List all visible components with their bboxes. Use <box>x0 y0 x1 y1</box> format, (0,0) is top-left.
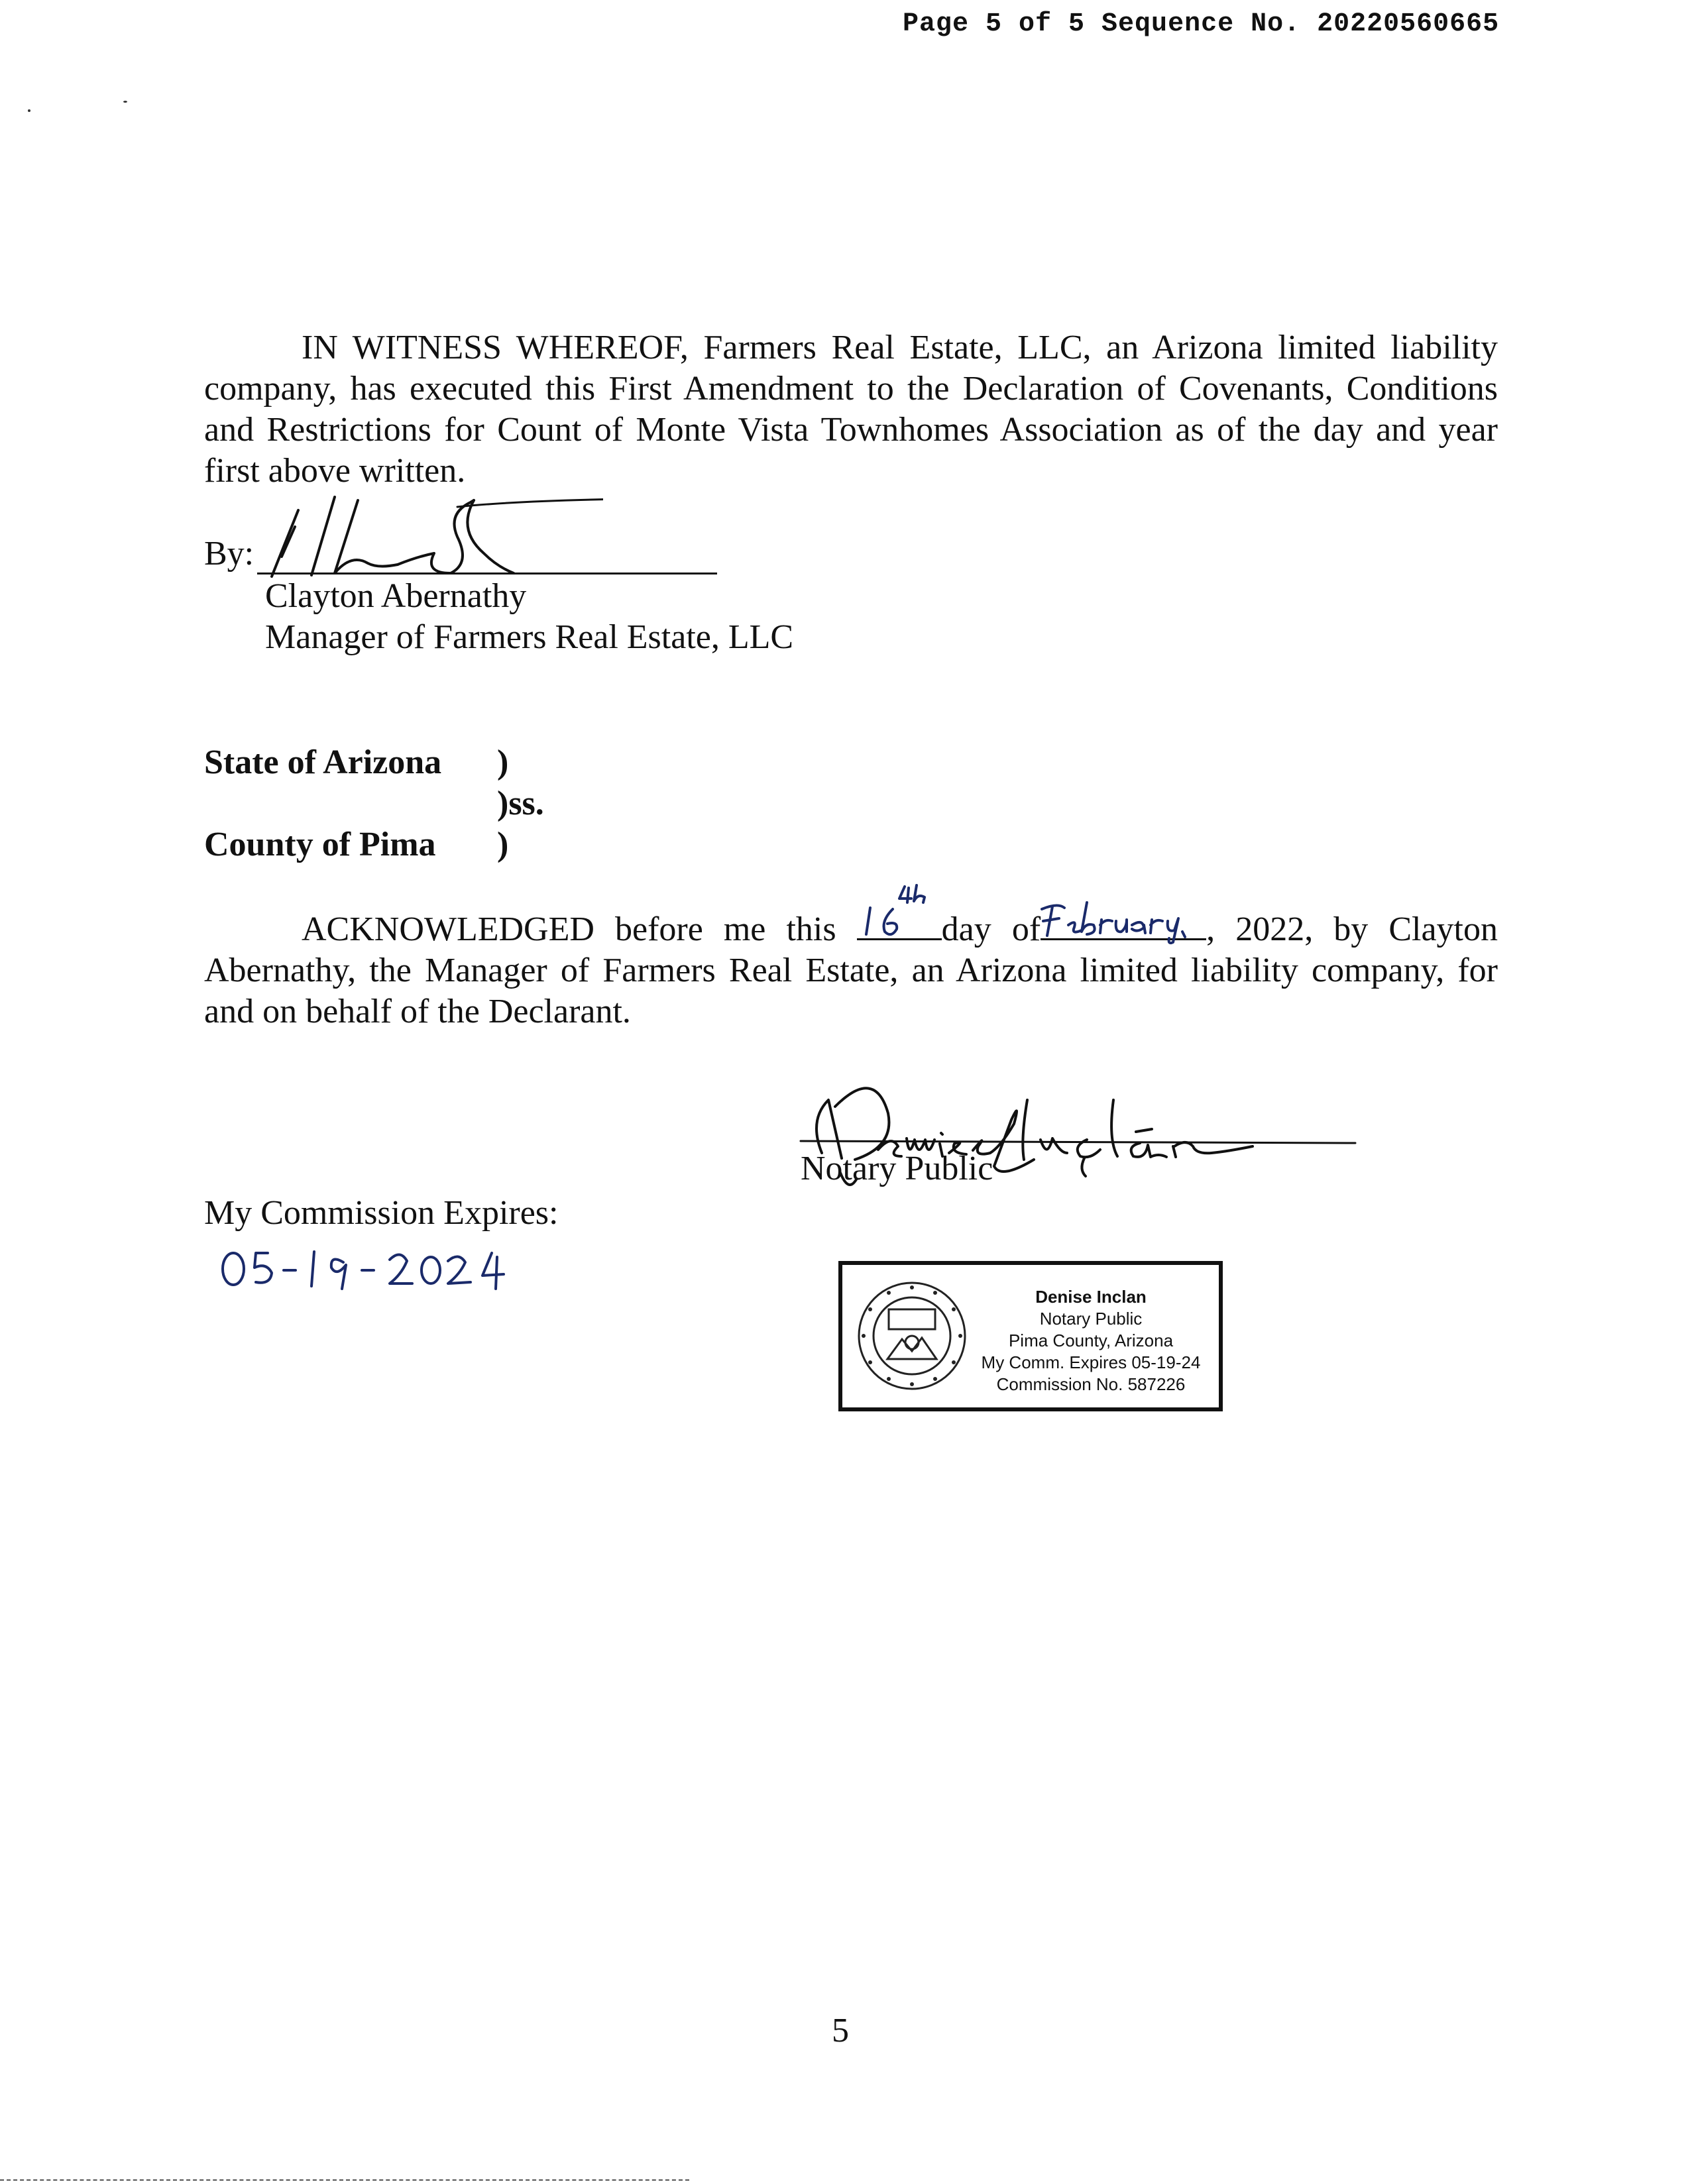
clayton-abernathy-signature <box>258 490 603 590</box>
handwritten-month <box>1038 899 1210 945</box>
stamp-text-block <box>972 1286 1210 1395</box>
by-label: By: <box>204 535 254 573</box>
ack-text-after-month: , 2022, by Clayton Abernathy, the Manager of Farmers Real Estate, an Arizona limited liability company, for and on behalf of the Declarant. <box>204 910 1498 1030</box>
stamp-county: Pima County, Arizona <box>1008 1331 1174 1350</box>
witness-paragraph: IN WITNESS WHEREOF, Farmers Real Estate, LLC, an Arizona limited liability company, has executed this First Amendment to the Declaration of Covenants, Conditions and Restrictions for Count of Monte Vista Townhomes Association as of the day and year first above written. <box>204 329 1498 490</box>
scan-bottom-edge <box>0 2179 689 2181</box>
ack-text-before-day: ACKNOWLEDGED before me this <box>302 910 836 948</box>
scan-speck <box>123 101 127 103</box>
notary-public-label: Notary Public <box>801 1150 993 1187</box>
acknowledgment-paragraph <box>204 908 1498 1032</box>
arizona-state-seal <box>856 1280 968 1392</box>
stamp-title: Notary Public <box>1039 1309 1143 1329</box>
scan-speck <box>28 109 30 112</box>
commission-expires-label: My Commission Expires: <box>204 1194 559 1232</box>
month-blank <box>1041 908 1206 940</box>
day-blank <box>857 908 942 940</box>
page-number: 5 <box>832 2012 849 2049</box>
handwritten-day <box>861 881 934 941</box>
ss-label: )ss. <box>497 785 544 822</box>
notary-stamp <box>838 1261 1223 1411</box>
county-label: County of Pima <box>204 826 436 863</box>
state-label: State of Arizona <box>204 743 442 781</box>
ack-text-day-of: day of <box>941 910 1041 948</box>
stamp-notary-name: Denise Inclan <box>1035 1287 1147 1307</box>
signer-name: Clayton Abernathy <box>265 577 527 615</box>
stamp-expiry: My Comm. Expires 05-19-24 <box>981 1352 1201 1372</box>
stamp-commission-number: Commission No. 587226 <box>996 1374 1186 1394</box>
signer-title: Manager of Farmers Real Estate, LLC <box>265 618 794 656</box>
venue-paren: ) <box>497 743 509 781</box>
venue-paren: ) <box>497 826 509 863</box>
page-sequence-header: Page 5 of 5 Sequence No. 20220560665 <box>903 9 1500 39</box>
handwritten-expiry-date <box>219 1242 530 1295</box>
